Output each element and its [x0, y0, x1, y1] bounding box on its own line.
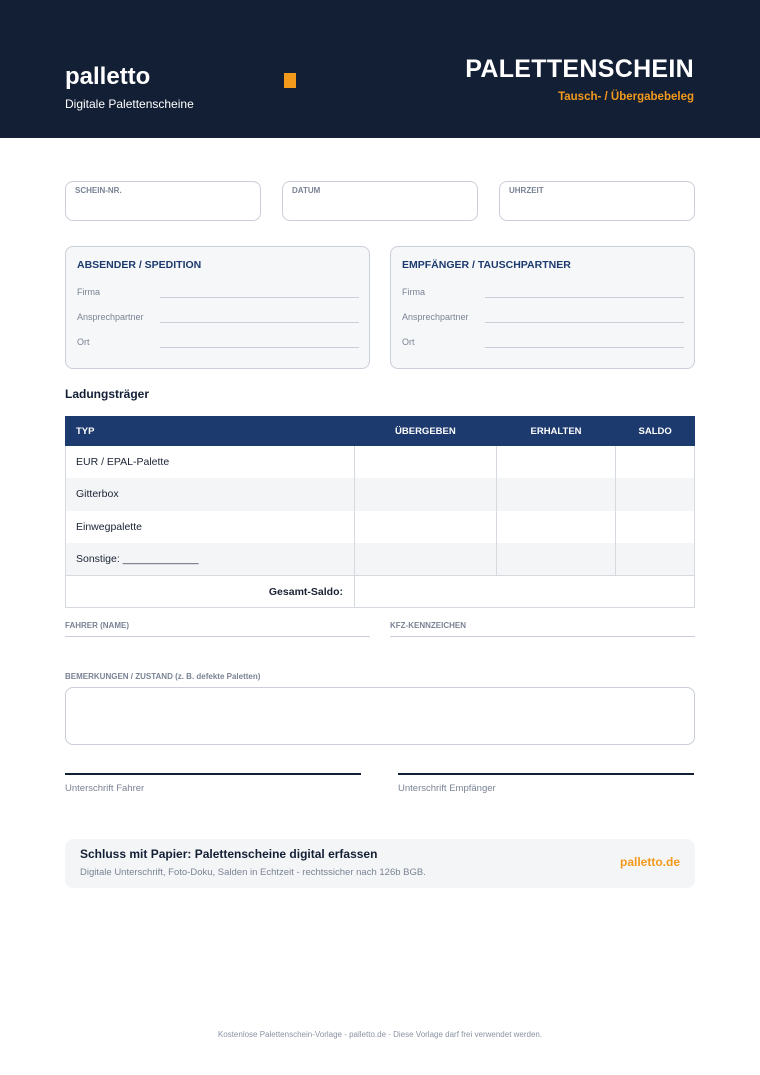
row-uebergeben-cell[interactable] — [355, 543, 497, 576]
absender-title: ABSENDER / SPEDITION — [77, 259, 202, 271]
absender-firma-label: Firma — [77, 287, 100, 297]
fahrer-name-label: FAHRER (NAME) — [65, 621, 129, 630]
empfaenger-ort-line — [485, 347, 684, 348]
uhrzeit-label: UHRZEIT — [509, 186, 544, 195]
accent-square-icon — [284, 73, 296, 88]
promo-text: Digitale Unterschrift, Foto-Doku, Salden in Echtzeit - rechtssicher nach 126b BGB. — [80, 867, 426, 878]
empfaenger-title: EMPFÄNGER / TAUSCHPARTNER — [402, 259, 571, 271]
absender-ansprechpartner-label: Ansprechpartner — [77, 312, 144, 322]
document-header — [0, 0, 760, 138]
empfaenger-ort-row[interactable] — [402, 337, 684, 353]
kfz-kennzeichen-field[interactable] — [390, 620, 695, 637]
table-header-row — [66, 417, 695, 446]
bemerkungen-label: BEMERKUNGEN / ZUSTAND (z. B. defekte Paletten) — [65, 672, 261, 681]
signature-line-fahrer[interactable] — [65, 773, 361, 775]
empfaenger-firma-label: Firma — [402, 287, 425, 297]
empfaenger-card — [390, 246, 695, 369]
empfaenger-ansprechpartner-label: Ansprechpartner — [402, 312, 469, 322]
page-footer: Kostenlose Palettenschein-Vorlage - palletto.de - Diese Vorlage darf frei verwendet werden. — [217, 1030, 543, 1039]
row-saldo-cell[interactable] — [616, 478, 695, 511]
row-saldo-cell[interactable] — [616, 543, 695, 576]
column-header-uebergeben: ÜBERGEBEN — [355, 417, 497, 446]
column-header-saldo: SALDO — [616, 417, 695, 446]
empfaenger-ort-label: Ort — [402, 337, 415, 347]
row-saldo-cell[interactable] — [616, 511, 695, 544]
absender-card — [65, 246, 370, 369]
absender-firma-row[interactable] — [77, 287, 359, 303]
absender-ort-row[interactable] — [77, 337, 359, 353]
column-header-erhalten: ERHALTEN — [496, 417, 616, 446]
total-row — [66, 576, 695, 608]
column-header-typ: TYP — [66, 417, 355, 446]
signature-label-fahrer: Unterschrift Fahrer — [65, 783, 145, 794]
ladungstraeger-heading: Ladungsträger — [65, 387, 150, 401]
ladungstraeger-table — [65, 416, 695, 608]
kfz-kennzeichen-label: KFZ-KENNZEICHEN — [390, 621, 466, 630]
promo-banner — [65, 839, 695, 888]
table-row — [66, 478, 695, 511]
empfaenger-ansprechpartner-line — [485, 322, 684, 323]
brand-tagline: Digitale Palettenscheine — [65, 97, 194, 111]
absender-ansprechpartner-row[interactable] — [77, 312, 359, 328]
empfaenger-firma-line — [485, 297, 684, 298]
document-subtitle: Tausch- / Übergabebeleg — [558, 91, 694, 103]
datum-label: DATUM — [292, 186, 321, 195]
table-row — [66, 511, 695, 544]
row-typ-cell: Sonstige: _____________ — [66, 543, 355, 576]
schein-nr-label: SCHEIN-NR. — [75, 186, 122, 195]
promo-link[interactable]: palletto.de — [619, 855, 680, 869]
row-typ-cell: Einwegpalette — [66, 511, 355, 544]
row-typ-cell: EUR / EPAL-Palette — [66, 446, 355, 479]
bemerkungen-textarea[interactable] — [65, 687, 695, 745]
empfaenger-firma-row[interactable] — [402, 287, 684, 303]
table-row — [66, 446, 695, 479]
gesamt-saldo-label: Gesamt-Saldo: — [66, 576, 355, 608]
absender-ansprechpartner-line — [160, 322, 359, 323]
row-typ-cell: Gitterbox — [66, 478, 355, 511]
signature-line-empfaenger[interactable] — [398, 773, 694, 775]
row-uebergeben-cell[interactable] — [355, 446, 497, 479]
brand-logo-text: palletto — [65, 63, 151, 90]
absender-ort-line — [160, 347, 359, 348]
document-title: PALETTENSCHEIN — [465, 55, 694, 83]
promo-title: Schluss mit Papier: Palettenscheine digital erfassen — [80, 847, 378, 861]
table-row — [66, 543, 695, 576]
signature-label-empfaenger: Unterschrift Empfänger — [398, 783, 496, 794]
row-uebergeben-cell[interactable] — [355, 478, 497, 511]
row-erhalten-cell[interactable] — [496, 446, 616, 479]
schein-nr-field[interactable] — [65, 181, 261, 221]
row-erhalten-cell[interactable] — [496, 543, 616, 576]
absender-ort-label: Ort — [77, 337, 90, 347]
datum-field[interactable] — [282, 181, 478, 221]
absender-firma-line — [160, 297, 359, 298]
row-uebergeben-cell[interactable] — [355, 511, 497, 544]
row-erhalten-cell[interactable] — [496, 478, 616, 511]
row-saldo-cell[interactable] — [616, 446, 695, 479]
fahrer-name-field[interactable] — [65, 620, 370, 637]
row-erhalten-cell[interactable] — [496, 511, 616, 544]
gesamt-saldo-value[interactable] — [355, 576, 695, 608]
uhrzeit-field[interactable] — [499, 181, 695, 221]
empfaenger-ansprechpartner-row[interactable] — [402, 312, 684, 328]
